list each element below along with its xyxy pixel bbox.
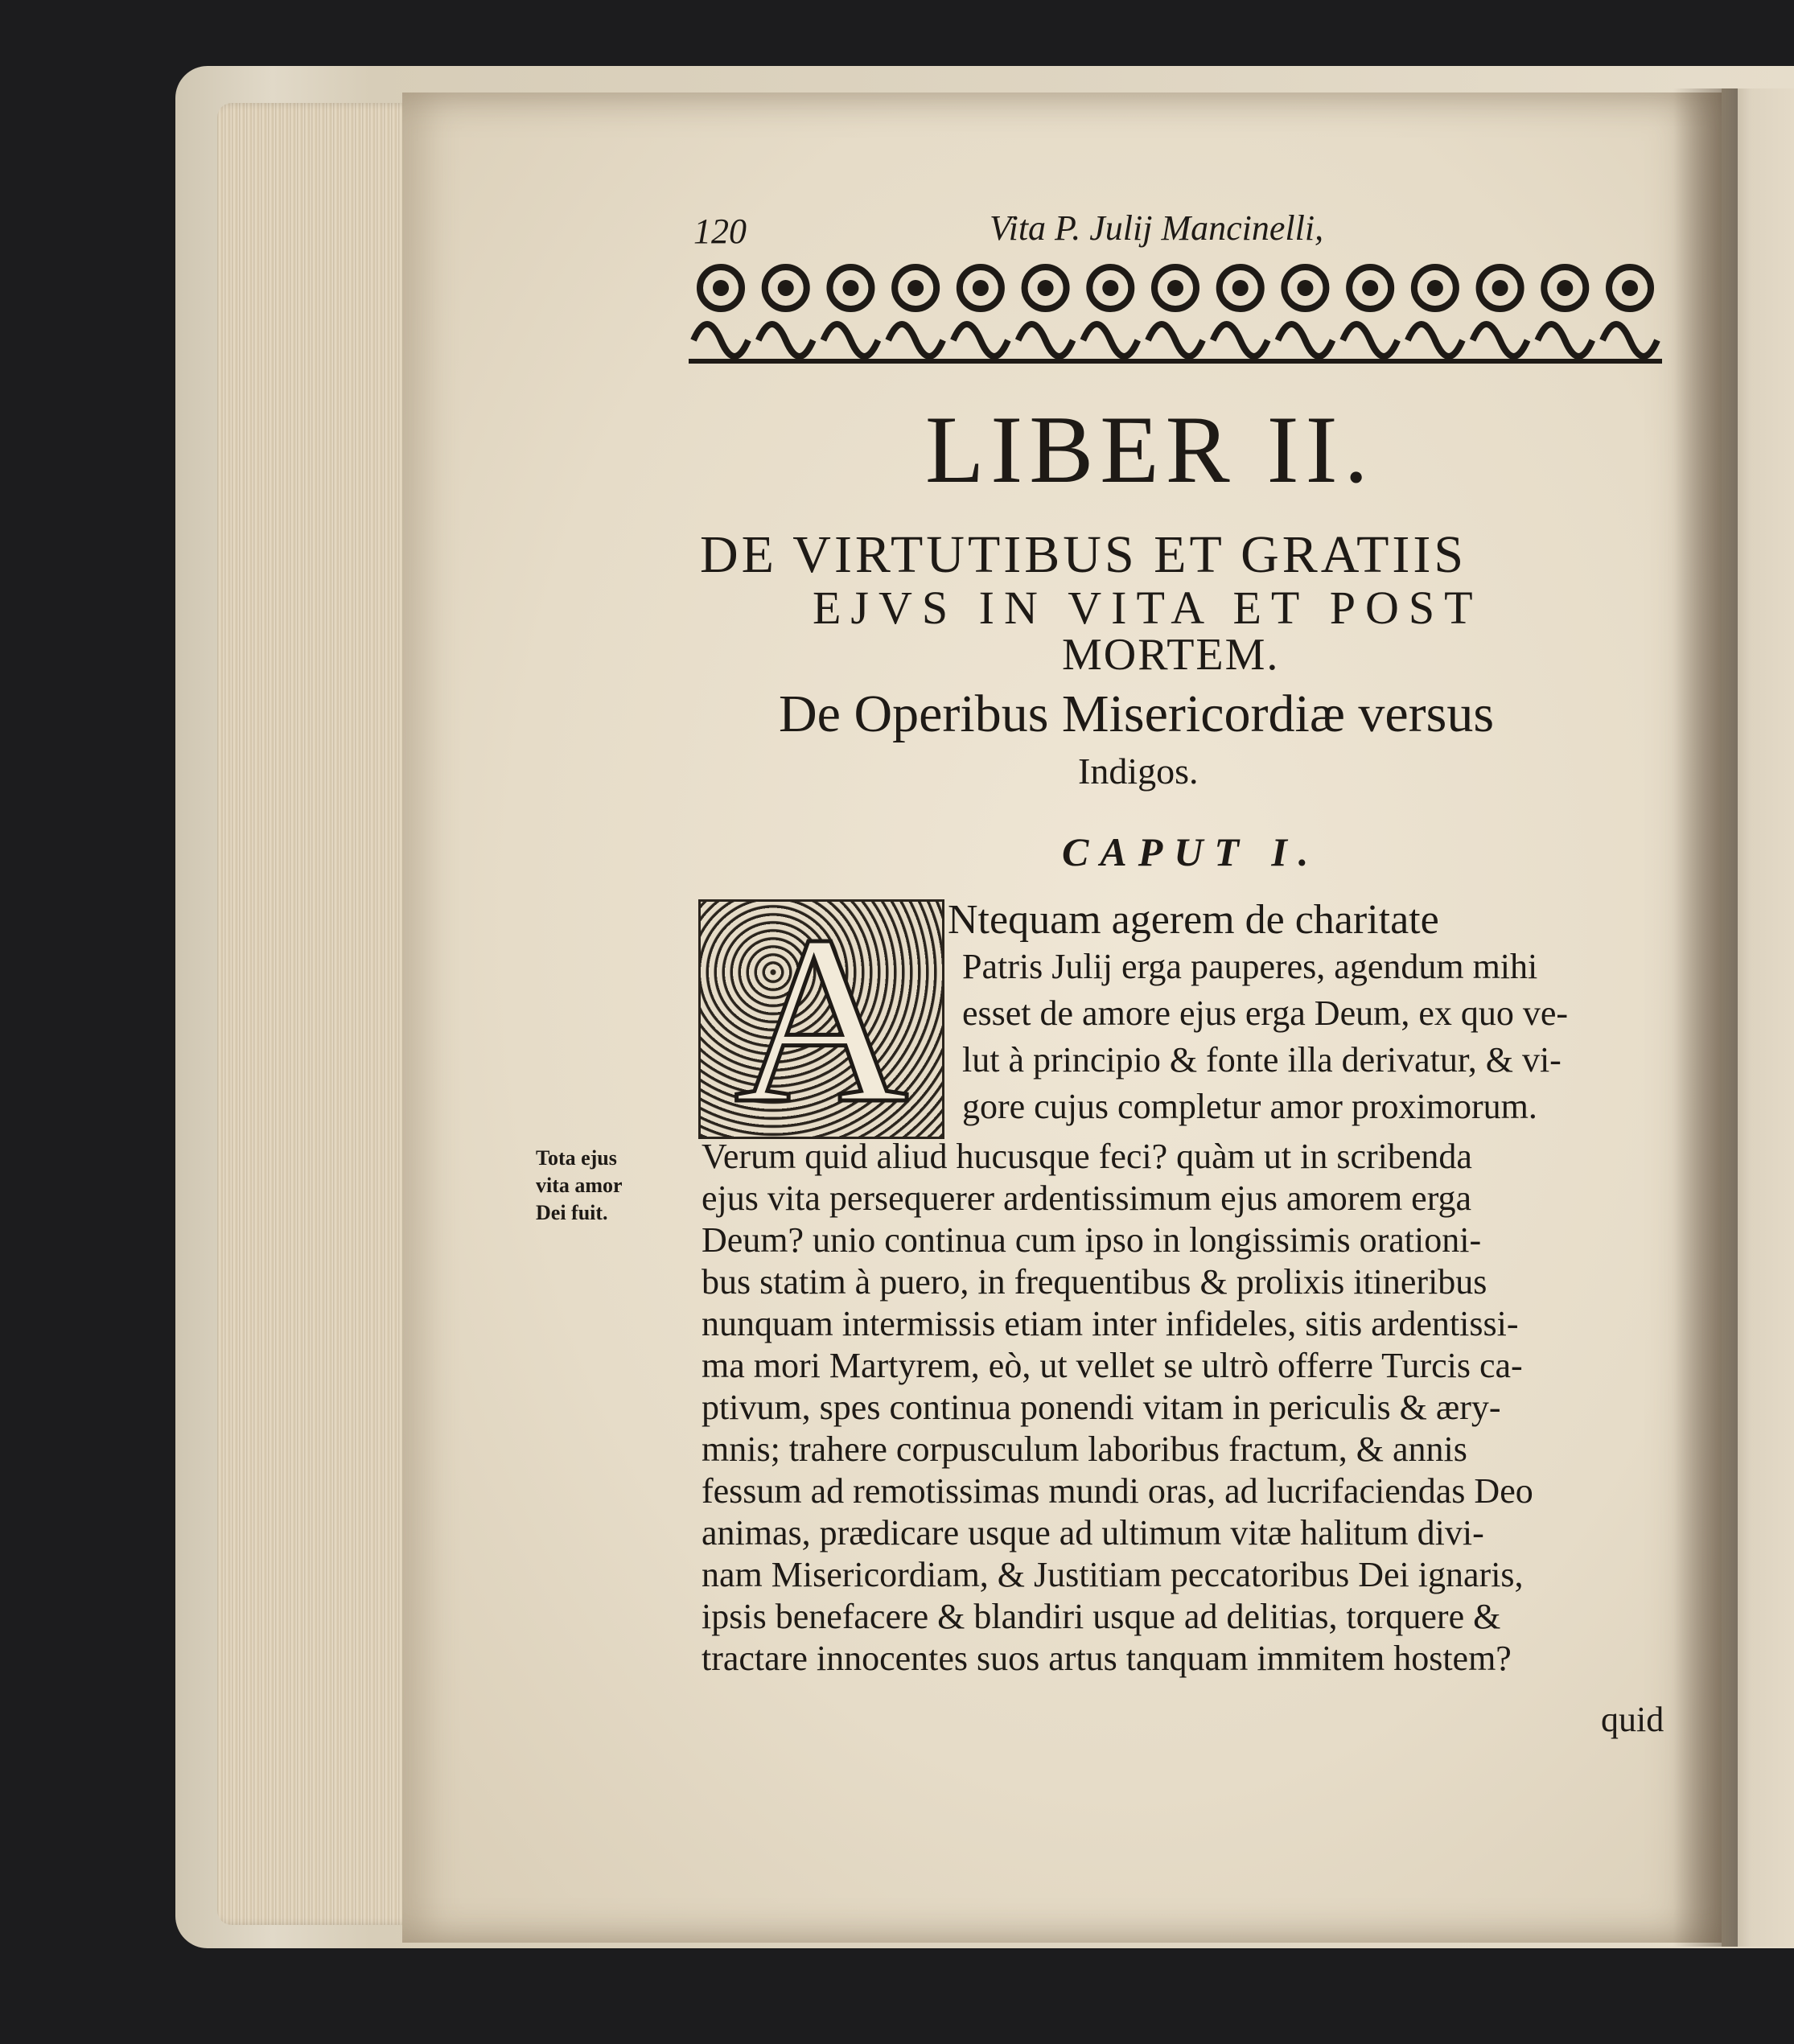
body-line: fessum ad remotissimas mundi oras, ad lucrifaciendas Deo: [702, 1471, 1533, 1511]
body-line: Ntequam agerem de charitate: [948, 897, 1439, 943]
section-title-line-2: Indigos.: [1078, 751, 1199, 792]
body-line: Verum quid aliud hucusque feci? quàm ut in scribenda: [702, 1137, 1472, 1176]
body-line: nam Misericordiam, & Justitiam peccatoribus Dei ignaris,: [702, 1555, 1524, 1594]
body-line: gore cujus completur amor proximorum.: [962, 1087, 1537, 1126]
body-line: ejus vita persequerer ardentissimum ejus amorem erga: [702, 1178, 1472, 1218]
body-line: nunquam intermissis etiam inter infideles, sitis ardentissi-: [702, 1304, 1519, 1343]
drop-cap-ornament: [698, 886, 944, 1153]
body-line: esset de amore ejus erga Deum, ex quo ve-: [962, 993, 1569, 1033]
margin-note-line: Dei fuit.: [536, 1201, 608, 1224]
chapter-heading: CAPUT I.: [1062, 829, 1320, 874]
body-line: lut à principio & fonte illa derivatur, & vi-: [962, 1040, 1562, 1080]
book-heading: LIBER II.: [925, 396, 1375, 503]
body-line: ipsis benefacere & blandiri usque ad delitias, torquere &: [702, 1597, 1501, 1636]
subtitle-line-3: MORTEM.: [1062, 630, 1280, 680]
gutter-shadow: [1673, 88, 1738, 1947]
running-head-title: Vita P. Julij Mancinelli,: [990, 208, 1324, 248]
body-line: Patris Julij erga pauperes, agendum mihi: [962, 947, 1538, 986]
subtitle-line-1: DE VIRTUTIBUS ET GRATIIS: [700, 525, 1467, 584]
body-line: tractare innocentes suos artus tanquam immitem hostem?: [702, 1639, 1512, 1678]
page-block-edge: [217, 103, 418, 1925]
body-line: ptivum, spes continua ponendi vitam in periculis & ærу-: [702, 1388, 1501, 1427]
catchword: quid: [1601, 1700, 1664, 1739]
body-line: bus statim à puero, in frequentibus & prolixis itineribus: [702, 1262, 1487, 1302]
body-line: ma mori Martyrem, eò, ut vellet se ultrò offerre Turcis ca-: [702, 1346, 1523, 1385]
margin-note-line: vita amor: [536, 1174, 623, 1197]
section-title-line-1: De Operibus Misericordiæ versus: [779, 685, 1495, 743]
headpiece-ornament: [689, 256, 1662, 368]
page-number: 120: [693, 212, 747, 251]
margin-note-line: Tota ejus: [536, 1146, 617, 1170]
subtitle-line-2: EJVS IN VITA ET POST: [813, 582, 1483, 634]
body-line: animas, prædicare usque ad ultimum vitæ halitum divi-: [702, 1513, 1484, 1553]
body-line: Deum? unio continua cum ipso in longissimis orationi-: [702, 1220, 1482, 1260]
drop-cap-letter: A: [734, 886, 909, 1153]
body-line: mnis; trahere corpusculum laboribus fractum, & annis: [702, 1429, 1467, 1469]
